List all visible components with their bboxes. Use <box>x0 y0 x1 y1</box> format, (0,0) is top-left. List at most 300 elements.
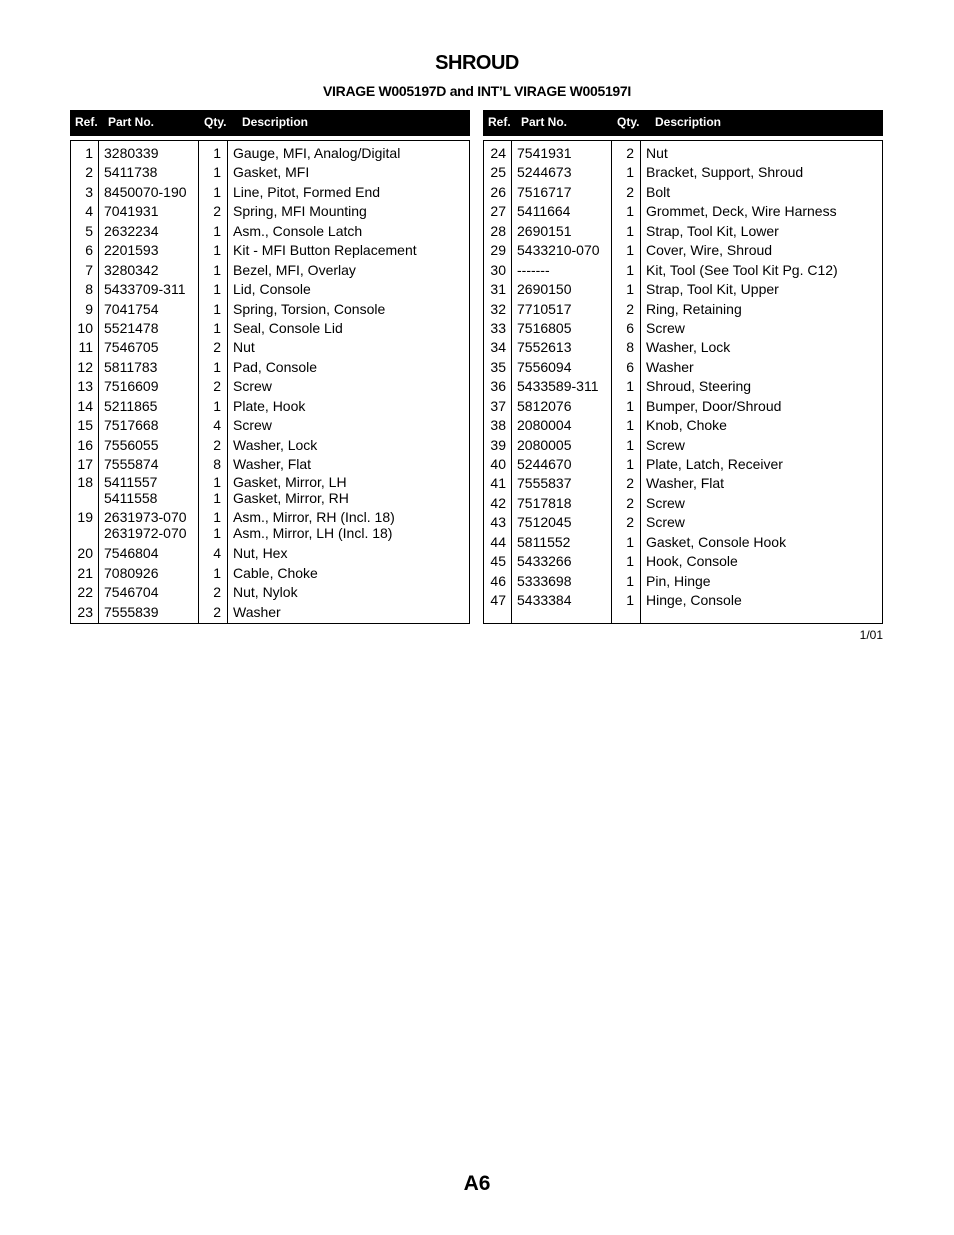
header-description: Description <box>242 115 309 129</box>
part-no-cell <box>104 280 185 299</box>
part-no-cell <box>517 397 572 416</box>
part-no-cell-text: 5812076 <box>517 397 572 414</box>
ref-cell-text: 20 <box>77 545 93 562</box>
qty-cell <box>199 455 221 474</box>
qty-cell-text: 1 <box>213 509 221 526</box>
part-no-cell-text: 7541931 <box>517 145 572 161</box>
qty-cell-text: 1 <box>213 474 221 491</box>
table-body <box>483 140 883 624</box>
qty-cell <box>199 416 221 435</box>
part-no-cell-text: 7512045 <box>517 514 572 531</box>
part-no-cell <box>517 280 572 299</box>
ref-cell <box>71 436 93 455</box>
part-no-cell <box>104 544 159 563</box>
description-cell <box>646 397 781 416</box>
description-cell <box>233 183 380 202</box>
part-no-cell <box>517 552 572 571</box>
part-no-cell-text: 7041754 <box>104 300 159 317</box>
ref-cell <box>484 338 506 357</box>
qty-cell <box>199 202 221 221</box>
qty-cell-text: 2 <box>626 475 634 492</box>
ref-cell <box>71 280 93 299</box>
description-cell-text: Bumper, Door/Shroud <box>646 397 782 414</box>
qty-cell-text: 1 <box>213 145 221 161</box>
qty-cell <box>612 144 634 163</box>
ref-cell <box>71 455 93 474</box>
table-row <box>71 241 469 260</box>
ref-cell <box>484 319 506 338</box>
part-no-cell <box>104 474 157 506</box>
qty-cell-text: 2 <box>626 183 634 200</box>
ref-cell-text: 29 <box>490 242 506 259</box>
description-cell-text: Asm., Console Latch <box>233 222 363 239</box>
ref-cell-text: 34 <box>490 339 506 356</box>
ref-cell-text: 30 <box>490 261 506 278</box>
qty-cell-text: 2 <box>213 203 221 220</box>
ref-cell-text: 23 <box>77 603 93 620</box>
part-no-cell <box>517 416 572 435</box>
ref-cell-text: 12 <box>77 358 93 375</box>
header-part-no: Part No. <box>521 115 568 129</box>
description-cell <box>233 202 367 221</box>
qty-cell <box>612 474 634 493</box>
description-cell <box>233 358 317 377</box>
ref-cell <box>484 241 506 260</box>
ref-cell-text: 40 <box>490 456 506 472</box>
qty-cell <box>612 338 634 357</box>
qty-cell <box>612 261 634 280</box>
description-cell <box>233 377 272 396</box>
ref-cell <box>71 300 93 319</box>
ref-cell-text: 39 <box>490 436 506 453</box>
ref-cell <box>484 202 506 221</box>
ref-cell <box>71 583 93 602</box>
qty-cell-text-secondary: 1 <box>213 490 221 507</box>
ref-cell-text: 46 <box>490 572 506 589</box>
qty-cell-text: 1 <box>626 553 634 570</box>
qty-cell-text: 2 <box>213 339 221 356</box>
description-cell <box>646 261 838 280</box>
ref-cell <box>484 533 506 552</box>
description-cell <box>233 544 287 563</box>
part-no-cell <box>517 358 572 377</box>
ref-cell <box>484 300 506 319</box>
part-no-cell <box>104 241 159 260</box>
ref-cell-text: 6 <box>85 242 93 259</box>
part-no-cell-text: 7556094 <box>517 358 572 375</box>
table-row <box>71 564 469 583</box>
description-cell <box>646 474 724 493</box>
description-cell-text: Hook, Console <box>646 553 738 570</box>
description-cell-text: Washer, Flat <box>233 456 312 472</box>
ref-cell-text: 16 <box>77 436 93 453</box>
table-rows <box>71 141 469 622</box>
qty-cell-text: 1 <box>213 564 221 581</box>
description-cell <box>646 416 727 435</box>
part-no-cell <box>517 222 572 241</box>
ref-cell <box>71 564 93 583</box>
qty-cell <box>199 144 221 163</box>
description-cell-text: Pin, Hinge <box>646 572 711 589</box>
description-cell-text: Grommet, Deck, Wire Harness <box>646 203 837 220</box>
part-no-cell <box>104 583 159 602</box>
description-cell-text: Screw <box>646 319 685 336</box>
ref-cell <box>484 222 506 241</box>
description-cell <box>233 319 343 338</box>
qty-cell <box>199 603 221 622</box>
part-no-cell-text: 7555837 <box>517 475 572 492</box>
table-row <box>71 202 469 221</box>
qty-cell-text: 1 <box>213 183 221 200</box>
page-subtitle: VIRAGE W005197D and INT’L VIRAGE W005197I <box>323 83 631 99</box>
qty-cell-text: 1 <box>626 436 634 453</box>
description-cell-text: Cover, Wire, Shroud <box>646 242 773 259</box>
description-cell <box>646 163 803 182</box>
qty-cell <box>612 416 634 435</box>
ref-cell-text: 25 <box>490 164 506 181</box>
table-row <box>484 222 882 241</box>
qty-cell <box>199 509 221 541</box>
part-no-cell <box>104 163 157 182</box>
qty-cell-text: 2 <box>626 494 634 511</box>
description-cell <box>646 241 772 260</box>
part-no-cell-text: 5811552 <box>517 533 571 550</box>
qty-cell <box>199 222 221 241</box>
ref-cell-text: 15 <box>77 417 93 434</box>
table-row <box>71 397 469 416</box>
part-no-cell <box>517 183 572 202</box>
description-cell <box>233 564 318 583</box>
part-no-cell <box>104 436 159 455</box>
description-cell <box>233 222 362 241</box>
part-no-cell <box>517 572 572 591</box>
part-no-cell-text: 7552613 <box>517 339 572 356</box>
ref-cell <box>71 241 93 260</box>
description-cell <box>233 455 311 474</box>
table-row <box>71 144 469 163</box>
ref-cell-text: 5 <box>85 222 93 239</box>
qty-cell <box>199 241 221 260</box>
qty-cell-text: 1 <box>626 261 634 278</box>
part-no-cell <box>104 416 159 435</box>
description-cell <box>646 222 779 241</box>
qty-cell-text: 1 <box>213 319 221 336</box>
description-cell-text: Lid, Console <box>233 281 311 298</box>
qty-cell <box>199 583 221 602</box>
description-cell-text: Seal, Console Lid <box>233 319 343 336</box>
part-no-cell-text: 2631973-070 <box>104 509 187 526</box>
part-no-cell-text: 3280339 <box>104 145 159 161</box>
part-no-cell-text: 5521478 <box>104 319 159 336</box>
qty-cell <box>199 397 221 416</box>
ref-cell <box>71 474 93 490</box>
description-cell <box>646 377 751 396</box>
qty-cell <box>612 513 634 532</box>
description-cell-text: Gasket, MFI <box>233 164 310 181</box>
ref-cell-text: 32 <box>490 300 506 317</box>
ref-cell-text: 10 <box>77 319 93 336</box>
qty-cell-text: 1 <box>626 378 634 395</box>
description-cell <box>646 202 837 221</box>
part-no-cell-text: 5433266 <box>517 553 572 570</box>
description-cell-text: Nut <box>646 145 668 161</box>
description-cell-text: Kit - MFI Button Replacement <box>233 242 417 259</box>
ref-cell-text: 36 <box>490 378 506 395</box>
qty-cell-text: 2 <box>213 584 221 601</box>
part-no-cell <box>517 300 572 319</box>
part-no-cell-text: 2690150 <box>517 281 572 298</box>
table-row <box>71 583 469 602</box>
ref-cell-text: 41 <box>490 475 506 492</box>
ref-cell <box>484 474 506 493</box>
ref-cell <box>71 338 93 357</box>
qty-cell <box>199 163 221 182</box>
qty-cell-text: 1 <box>626 533 634 550</box>
ref-cell-text: 22 <box>77 584 93 601</box>
ref-cell <box>71 377 93 396</box>
part-no-cell-text: 5411738 <box>104 164 158 181</box>
part-no-cell-text: 7555839 <box>104 603 159 620</box>
description-cell-text: Ring, Retaining <box>646 300 742 317</box>
header-ref: Ref. <box>75 115 98 129</box>
table-row <box>484 358 882 377</box>
qty-cell-text: 1 <box>213 261 221 278</box>
description-cell-text: Nut, Nylok <box>233 584 298 601</box>
ref-cell <box>71 509 93 525</box>
qty-cell <box>612 436 634 455</box>
qty-cell <box>612 533 634 552</box>
part-no-cell-text-secondary: 2631972-070 <box>104 525 187 542</box>
description-cell-text: Pad, Console <box>233 358 318 375</box>
ref-cell-text: 47 <box>490 592 506 609</box>
ref-cell-text: 43 <box>490 514 506 531</box>
part-no-cell-text: 5433384 <box>517 592 572 609</box>
part-no-cell-text: 2080004 <box>517 417 572 434</box>
ref-cell-text: 45 <box>490 553 506 570</box>
ref-cell-text: 35 <box>490 358 506 375</box>
description-cell <box>233 144 400 163</box>
part-no-cell <box>517 591 572 610</box>
qty-cell-text: 4 <box>213 417 221 434</box>
qty-cell-text-secondary: 1 <box>213 525 221 542</box>
ref-cell <box>71 183 93 202</box>
table-row <box>71 163 469 182</box>
table-row <box>71 222 469 241</box>
part-no-cell-text: 2201593 <box>104 242 159 259</box>
ref-cell <box>71 603 93 622</box>
qty-cell-text: 2 <box>213 603 221 620</box>
table-row <box>484 202 882 221</box>
ref-cell-text: 17 <box>77 456 93 472</box>
table-row <box>71 509 469 544</box>
ref-cell <box>484 163 506 182</box>
part-no-cell-text: 2690151 <box>517 222 572 239</box>
description-cell <box>646 455 783 474</box>
part-no-cell-text: 7556055 <box>104 436 159 453</box>
ref-cell-text: 1 <box>85 145 93 161</box>
table-row <box>71 319 469 338</box>
qty-cell <box>612 494 634 513</box>
qty-cell <box>199 544 221 563</box>
description-cell-text: Kit, Tool (See Tool Kit Pg. C12) <box>646 261 838 278</box>
ref-cell-text: 7 <box>85 261 93 278</box>
table-row <box>71 183 469 202</box>
part-no-cell-text: 2080005 <box>517 436 572 453</box>
header-ref: Ref. <box>488 115 511 129</box>
parts-table-right <box>483 110 883 609</box>
description-cell-text: Screw <box>646 436 685 453</box>
part-no-cell <box>104 564 159 583</box>
part-no-cell <box>517 163 572 182</box>
ref-cell-text: 9 <box>85 300 93 317</box>
description-cell <box>233 261 356 280</box>
qty-cell-text: 1 <box>626 281 634 298</box>
description-cell-text: Spring, Torsion, Console <box>233 300 386 317</box>
table-body <box>70 140 470 624</box>
table-row <box>484 533 882 552</box>
description-cell-text-secondary: Gasket, Mirror, RH <box>233 490 349 507</box>
qty-cell <box>612 455 634 474</box>
table-row <box>71 261 469 280</box>
table-row <box>484 436 882 455</box>
table-row <box>71 377 469 396</box>
ref-cell <box>484 261 506 280</box>
qty-cell-text: 8 <box>213 456 221 472</box>
ref-cell <box>71 163 93 182</box>
part-no-cell-text: 7710517 <box>517 300 572 317</box>
part-no-cell <box>517 436 572 455</box>
ref-cell <box>71 144 93 163</box>
part-no-cell <box>104 300 159 319</box>
qty-cell-text: 6 <box>626 358 634 375</box>
description-cell-text: Strap, Tool Kit, Lower <box>646 222 779 239</box>
qty-cell <box>612 241 634 260</box>
part-no-cell <box>104 261 159 280</box>
revision-date: 1/01 <box>859 628 883 642</box>
qty-cell <box>199 183 221 202</box>
table-row <box>484 144 882 163</box>
ref-cell-text: 2 <box>85 164 93 181</box>
description-cell-text: Gauge, MFI, Analog/Digital <box>233 145 401 161</box>
qty-cell <box>199 564 221 583</box>
ref-cell-text: 8 <box>85 281 93 298</box>
part-no-cell <box>517 474 572 493</box>
qty-cell <box>199 436 221 455</box>
part-no-cell-text: 2632234 <box>104 222 159 239</box>
qty-cell-text: 1 <box>213 222 221 239</box>
description-cell-text: Gasket, Console Hook <box>646 533 787 550</box>
qty-cell-text: 1 <box>213 164 221 181</box>
ref-cell-text: 3 <box>85 183 93 200</box>
description-cell-text: Washer, Flat <box>646 475 725 492</box>
description-cell <box>646 591 742 610</box>
description-cell <box>233 338 255 357</box>
ref-cell <box>71 261 93 280</box>
description-cell-text: Strap, Tool Kit, Upper <box>646 281 779 298</box>
qty-cell <box>199 261 221 280</box>
qty-cell <box>612 183 634 202</box>
part-no-cell <box>104 509 187 541</box>
qty-cell-text: 1 <box>626 164 634 181</box>
part-no-cell <box>517 494 572 513</box>
qty-cell <box>612 202 634 221</box>
description-cell <box>646 552 738 571</box>
description-cell-text: Plate, Hook <box>233 397 306 414</box>
part-no-cell <box>104 222 159 241</box>
qty-cell-text: 1 <box>213 242 221 259</box>
qty-cell-text: 1 <box>626 456 634 472</box>
qty-cell-text: 1 <box>626 203 634 220</box>
table-row <box>71 474 469 509</box>
description-cell-text: Shroud, Steering <box>646 378 752 395</box>
qty-cell-text: 2 <box>626 514 634 531</box>
ref-cell-text: 13 <box>77 378 93 395</box>
description-cell <box>233 416 272 435</box>
part-no-cell-text: 7041931 <box>104 203 159 220</box>
part-no-cell-text: 8450070-190 <box>104 183 187 200</box>
description-cell-text: Cable, Choke <box>233 564 318 581</box>
table-row <box>71 300 469 319</box>
qty-cell-text: 1 <box>626 242 634 259</box>
ref-cell-text: 24 <box>490 145 506 161</box>
table-row <box>71 455 469 474</box>
description-cell <box>646 358 694 377</box>
part-no-cell <box>104 319 159 338</box>
ref-cell <box>484 377 506 396</box>
ref-cell <box>484 552 506 571</box>
ref-cell-text: 27 <box>490 203 506 220</box>
qty-cell-text: 1 <box>213 300 221 317</box>
part-no-cell-text: ------- <box>517 261 550 278</box>
table-row <box>71 544 469 563</box>
part-no-cell <box>517 319 572 338</box>
part-no-cell-text: 7517818 <box>517 494 572 511</box>
description-cell-text: Nut <box>233 339 255 356</box>
qty-cell-text: 1 <box>626 417 634 434</box>
table-row <box>484 183 882 202</box>
description-cell-text: Washer, Lock <box>646 339 731 356</box>
ref-cell-text: 18 <box>77 474 93 491</box>
qty-cell <box>199 377 221 396</box>
part-no-cell-text: 7517668 <box>104 417 159 434</box>
table-row <box>484 397 882 416</box>
description-cell-text-secondary: Asm., Mirror, LH (Incl. 18) <box>233 525 393 542</box>
description-cell <box>233 241 417 260</box>
table-row <box>71 603 469 622</box>
table-row <box>484 163 882 182</box>
ref-cell-text: 37 <box>490 397 506 414</box>
table-row <box>484 552 882 571</box>
part-no-cell <box>104 455 159 474</box>
qty-cell <box>612 358 634 377</box>
description-cell-text: Line, Pitot, Formed End <box>233 183 381 200</box>
qty-cell-text: 8 <box>626 339 634 356</box>
ref-cell <box>484 513 506 532</box>
part-no-cell <box>104 183 187 202</box>
qty-cell <box>612 552 634 571</box>
description-cell <box>646 572 711 591</box>
description-cell <box>233 509 395 541</box>
qty-cell <box>612 572 634 591</box>
ref-cell <box>71 416 93 435</box>
part-no-cell-text: 7516805 <box>517 319 572 336</box>
ref-cell-text: 31 <box>490 281 506 298</box>
description-cell-text: Screw <box>233 378 272 395</box>
table-row <box>484 377 882 396</box>
part-no-cell-text: 7080926 <box>104 564 159 581</box>
qty-cell-text: 6 <box>626 319 634 336</box>
ref-cell <box>484 280 506 299</box>
